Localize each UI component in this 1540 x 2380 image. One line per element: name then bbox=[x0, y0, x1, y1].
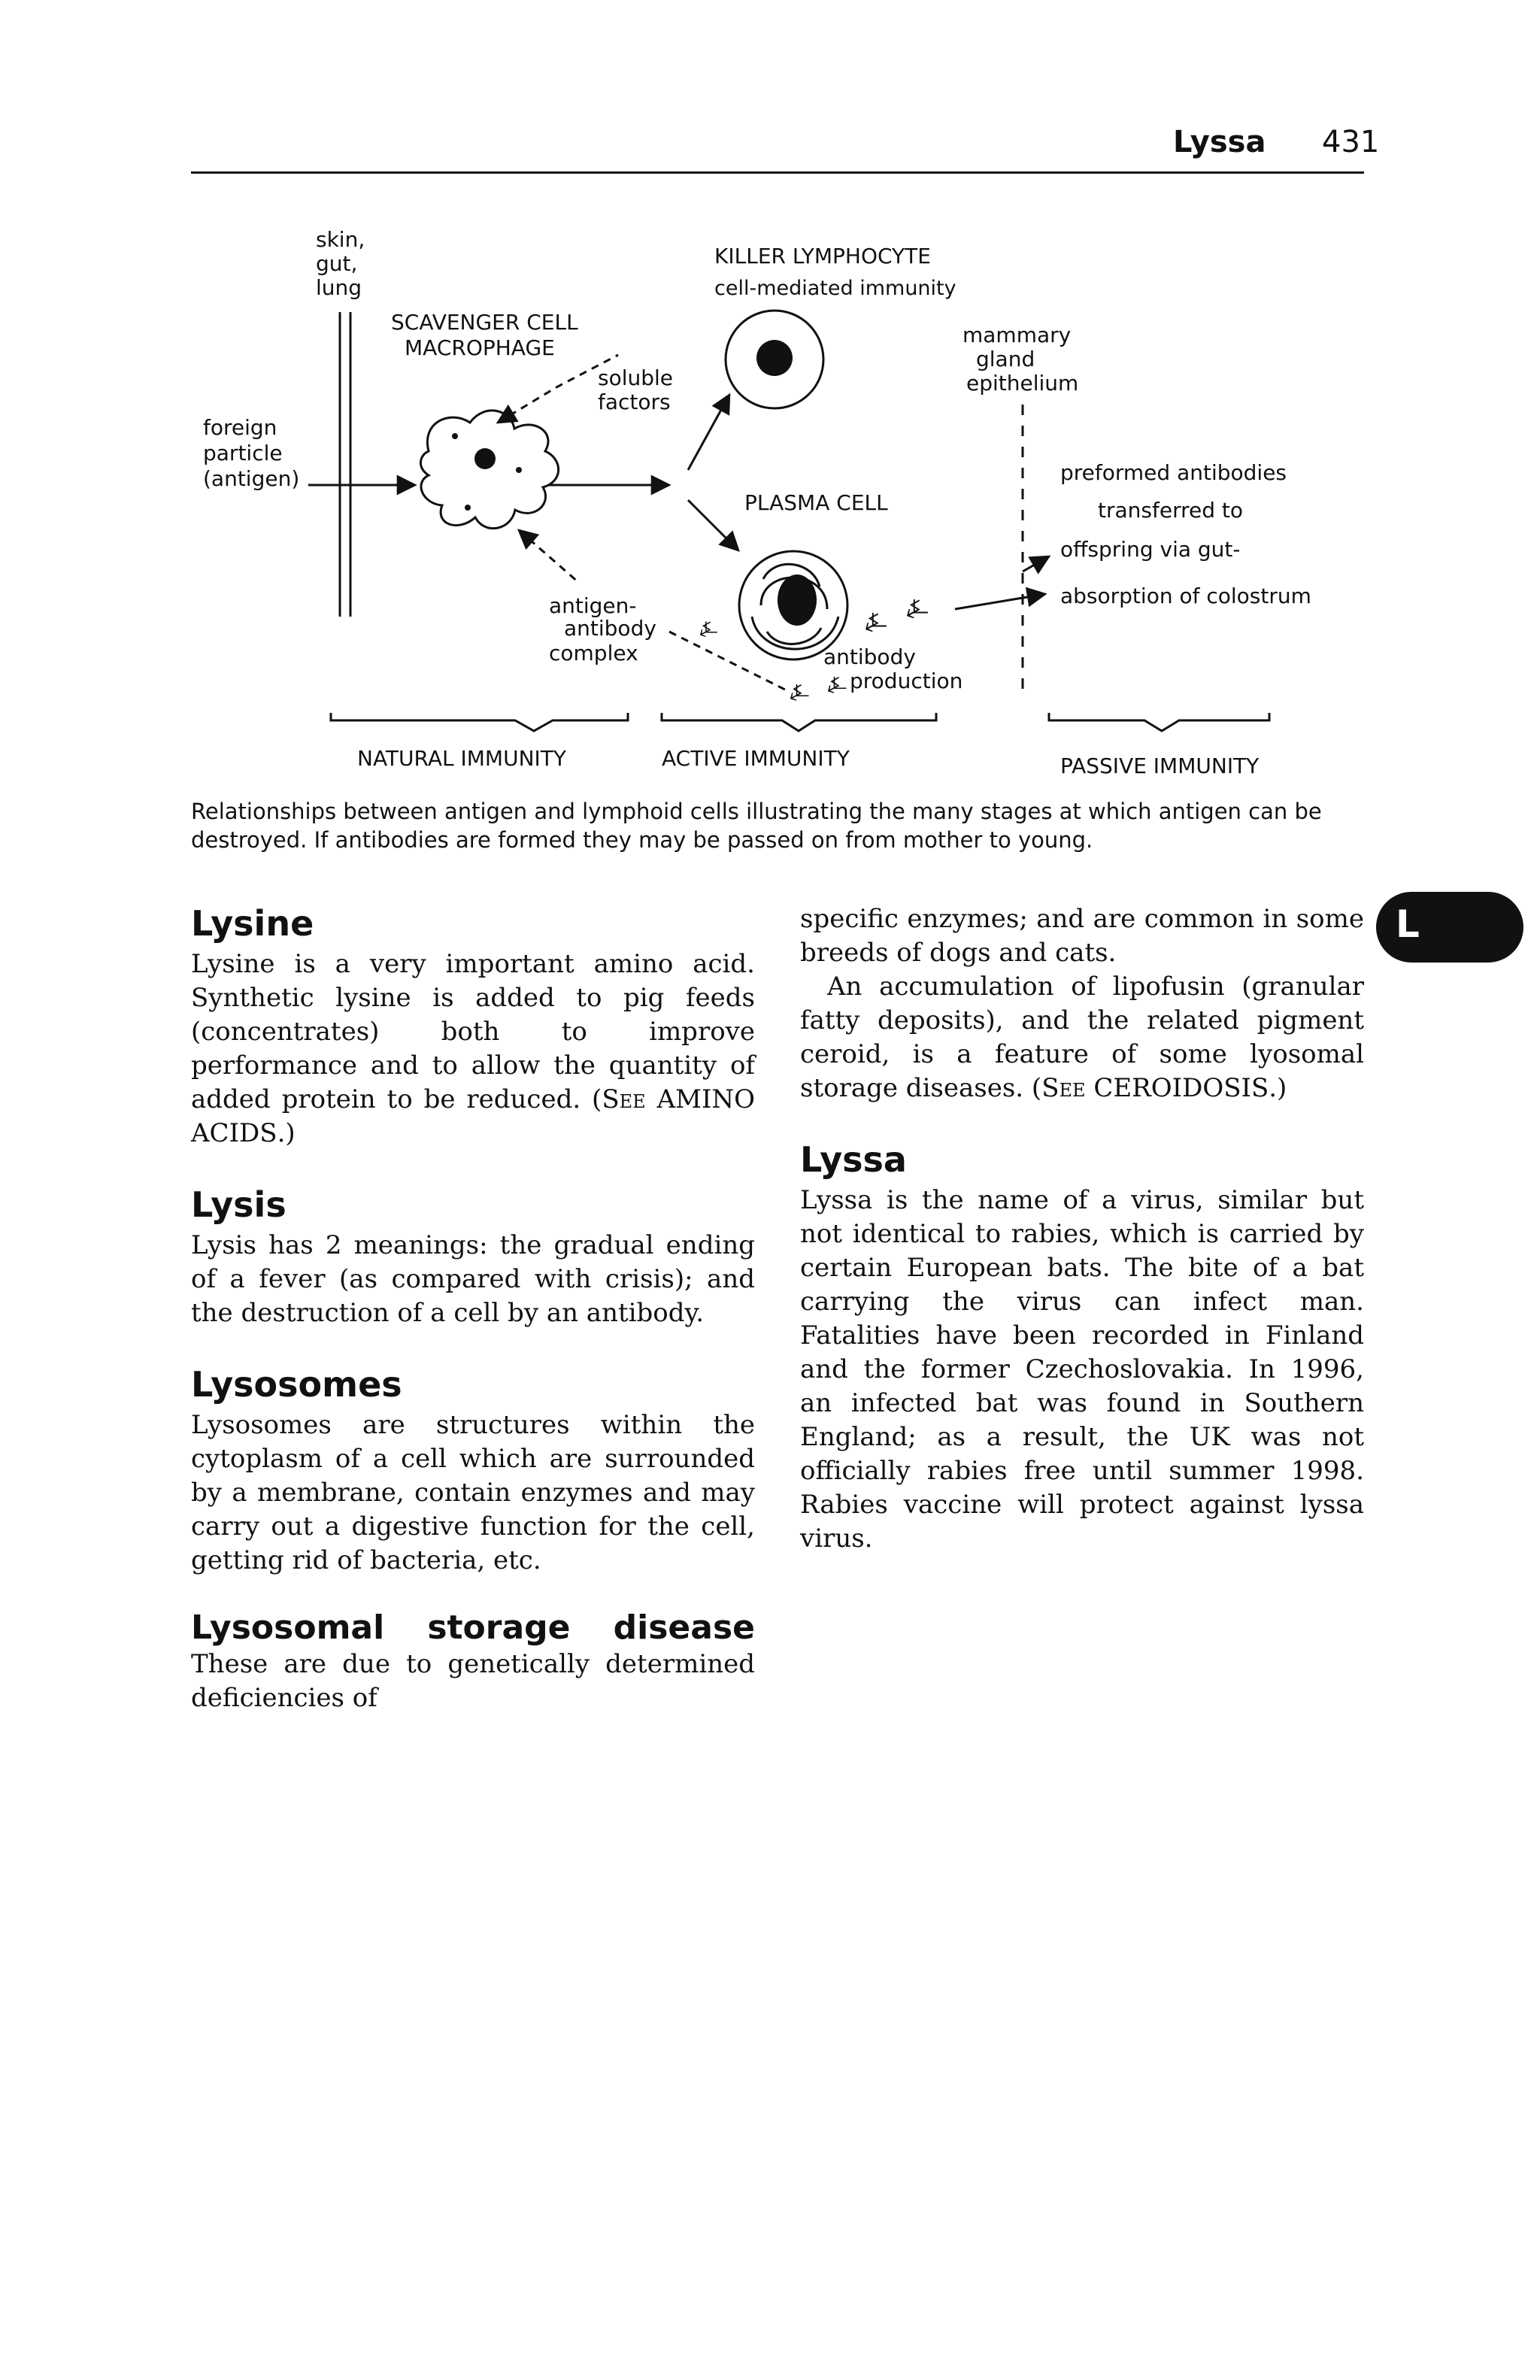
macrophage-granule bbox=[516, 467, 522, 473]
natural-brace bbox=[331, 713, 628, 731]
complex-arrow bbox=[519, 530, 579, 583]
figure-caption: Relationships between antigen and lymphoid cells illustrating the many stages at which antigen can be destroyed. If antibodies are formed they may be passed on from mother to young. bbox=[191, 799, 1322, 853]
entry-lysis bbox=[191, 1184, 755, 1330]
plasma-nucleus bbox=[778, 575, 817, 626]
entry-lysine-text: Lysine is a very important amino acid. Synthetic lysine is added to pig feeds (concentrates) both to improve performance and to allow the quantity of added protein to be reduced. ( bbox=[191, 949, 755, 1114]
right-column bbox=[800, 902, 1364, 1589]
entry-lysosomal-storage-disease bbox=[191, 1608, 755, 1715]
entry-lysosomal-continued bbox=[800, 902, 1364, 1105]
cross-reference-amino-acids[interactable]: AMINO ACIDS bbox=[191, 1084, 756, 1148]
skin-label: skin, bbox=[316, 227, 365, 252]
active-brace bbox=[662, 713, 936, 731]
cell-mediated-label: cell-mediated immunity bbox=[714, 277, 956, 300]
entry-lyssa bbox=[800, 1138, 1364, 1556]
antibody-glyph: ⍼ bbox=[906, 593, 929, 623]
see-text: See bbox=[1041, 1073, 1086, 1103]
to-plasma-arrow bbox=[688, 500, 738, 550]
entry-lysosomes-body: Lysosomes are structures within the cytoplasm of a cell which are surrounded by a membrane, contain enzymes and may carry out a digestive function for the cell, getting rid of bacteria, etc. bbox=[191, 1410, 755, 1575]
entry-lysosomes bbox=[191, 1363, 755, 1578]
macrophage-granule bbox=[452, 433, 458, 439]
entry-lysine bbox=[191, 902, 755, 1151]
factors-label: factors bbox=[598, 390, 671, 414]
killer-lymphocyte-label: KILLER LYMPHOCYTE bbox=[714, 244, 931, 268]
entry-lysine-close: .) bbox=[277, 1118, 296, 1148]
passive-note-1: preformed antibodies bbox=[1060, 460, 1287, 485]
plasma-cell-swirl-3 bbox=[767, 628, 821, 644]
antibody-glyph: ⍼ bbox=[827, 672, 847, 698]
complex-label-2: antibody bbox=[564, 616, 656, 641]
entry-lysosomal-body-start bbox=[191, 1608, 755, 1715]
entry-lysosomal-para2-text: An accumulation of lipofusin (granular fatty deposits), and the related pigment ceroid, is a feature of some lyosomal storage diseases. ( bbox=[800, 972, 1364, 1103]
antibody-glyph: ⍼ bbox=[699, 616, 718, 641]
killer-nucleus bbox=[756, 340, 793, 376]
entry-lysosomal-close: .) bbox=[1269, 1073, 1287, 1103]
passive-arrow-upper bbox=[1023, 556, 1049, 572]
macrophage-cell bbox=[420, 411, 558, 529]
natural-immunity-label: NATURAL IMMUNITY bbox=[357, 746, 566, 771]
active-immunity-label: ACTIVE IMMUNITY bbox=[662, 746, 850, 771]
running-head-title: Lyssa bbox=[1173, 125, 1266, 159]
antibody-label: antibody bbox=[823, 644, 916, 669]
page-number: 431 bbox=[1322, 125, 1380, 159]
headword-lysine: Lysine bbox=[191, 903, 314, 944]
mammary-label: mammary bbox=[962, 323, 1072, 347]
scavenger-label: SCAVENGER CELL bbox=[391, 310, 578, 335]
entry-lysosomal-body-continued: specific enzymes; and are common in some breeds of dogs and cats. bbox=[800, 904, 1364, 968]
complex-label-3: complex bbox=[549, 641, 638, 665]
passive-note-3: offspring via gut- bbox=[1060, 537, 1241, 562]
headword-lysis: Lysis bbox=[191, 1184, 286, 1225]
particle-label: particle bbox=[203, 441, 283, 465]
passive-immunity-label: PASSIVE IMMUNITY bbox=[1060, 753, 1260, 778]
passive-brace bbox=[1049, 713, 1269, 731]
passive-arrow-lower bbox=[955, 594, 1045, 609]
epithelium-label: epithelium bbox=[966, 371, 1079, 396]
thumb-tab-letter: L bbox=[1396, 902, 1420, 946]
foreign-label: foreign bbox=[203, 415, 277, 440]
left-column bbox=[191, 902, 755, 1748]
headword-lysosomal-storage-disease: Lysosomal storage disease bbox=[191, 1608, 755, 1647]
passive-note-4: absorption of colostrum bbox=[1060, 584, 1311, 608]
headword-lysosomes: Lysosomes bbox=[191, 1364, 402, 1405]
entry-lyssa-body: Lyssa is the name of a virus, similar but not identical to rabies, which is carried by certain European bats. The bite of a bat carrying the virus can infect man. Fatalities have been recorded in Finland and the former Czechoslovakia. In 1996, an infected bat was found in Southern England; as a result, the UK was not officially rabies free until summer 1998. Rabies vaccine will protect against lyssa virus. bbox=[800, 1185, 1364, 1554]
complex-label-1: antigen- bbox=[549, 593, 637, 618]
headword-lyssa: Lyssa bbox=[800, 1139, 907, 1180]
antibody-glyph: ⍼ bbox=[790, 679, 810, 705]
gut-label: gut, bbox=[316, 251, 358, 276]
entry-lysosomal-para2 bbox=[800, 970, 1364, 1105]
plasma-cell-label: PLASMA CELL bbox=[744, 490, 888, 515]
to-killer-arrow bbox=[688, 395, 729, 470]
production-label: production bbox=[850, 669, 963, 693]
gland-label: gland bbox=[976, 347, 1035, 371]
entry-lysosomal-text: These are due to genetically determined deficiencies of bbox=[191, 1649, 755, 1713]
entry-lysine-body bbox=[191, 947, 755, 1151]
antibody-release-line bbox=[669, 632, 790, 692]
macrophage-nucleus bbox=[474, 448, 496, 469]
macrophage-label: MACROPHAGE bbox=[405, 335, 555, 360]
cross-reference-ceroidosis[interactable]: CEROIDOSIS bbox=[1093, 1073, 1269, 1103]
antibody-glyph: ⍼ bbox=[865, 607, 887, 637]
passive-note-2: transferred to bbox=[1098, 498, 1243, 523]
header-rule bbox=[191, 171, 1364, 174]
immunity-diagram bbox=[203, 226, 1361, 790]
soluble-label: soluble bbox=[598, 365, 674, 390]
macrophage-granule bbox=[465, 505, 471, 511]
antigen-label: (antigen) bbox=[203, 466, 300, 491]
lung-label: lung bbox=[316, 275, 362, 300]
entry-lysis-body: Lysis has 2 meanings: the gradual ending of a fever (as compared with crisis); and the destruction of a cell by an antibody. bbox=[191, 1230, 755, 1328]
see-text: See bbox=[602, 1084, 646, 1114]
thumb-tab bbox=[1376, 892, 1523, 963]
